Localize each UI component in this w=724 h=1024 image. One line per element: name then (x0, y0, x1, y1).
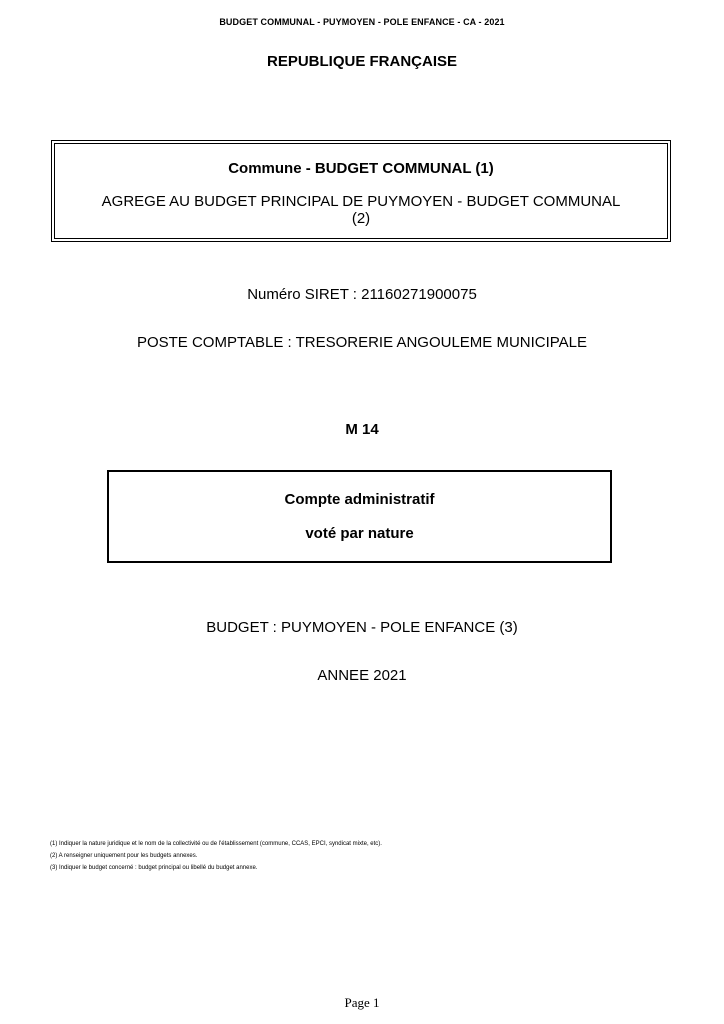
footnote-1: (1) Indiquer la nature juridique et le nom de la collectivité ou de l'établissement (commune, CCAS, EPCI, syndicat mixte, etc). (50, 841, 382, 847)
republique-heading: REPUBLIQUE FRANÇAISE (266, 53, 457, 70)
footnote-2: (2) A renseigner uniquement pour les budgets annexes. (50, 853, 198, 859)
collectivite-title: Commune - BUDGET COMMUNAL (1) (228, 160, 494, 177)
document-type-title: Compte administratif (284, 491, 435, 508)
collectivite-box (51, 140, 671, 242)
page-number: Page 1 (344, 995, 380, 1010)
footnote-3: (3) Indiquer le budget concerné : budget principal ou libellé du budget annexe. (50, 865, 258, 871)
footnotes (50, 838, 690, 874)
running-title: BUDGET COMMUNAL - PUYMOYEN - POLE ENFANCE - CA - 2021 (219, 17, 505, 27)
budget-year: ANNEE 2021 (317, 667, 407, 684)
budget-name: BUDGET : PUYMOYEN - POLE ENFANCE (3) (206, 619, 518, 636)
collectivite-subtitle: AGREGE AU BUDGET PRINCIPAL DE PUYMOYEN - BUDGET COMMUNAL (2) (101, 193, 621, 227)
document-type-subtitle: voté par nature (305, 525, 414, 542)
poste-comptable: POSTE COMPTABLE : TRESORERIE ANGOULEME MUNICIPALE (136, 334, 588, 351)
siret-number: Numéro SIRET : 21160271900075 (247, 286, 477, 303)
document-type-box (107, 470, 612, 563)
nomenclature-label: M 14 (345, 421, 379, 438)
